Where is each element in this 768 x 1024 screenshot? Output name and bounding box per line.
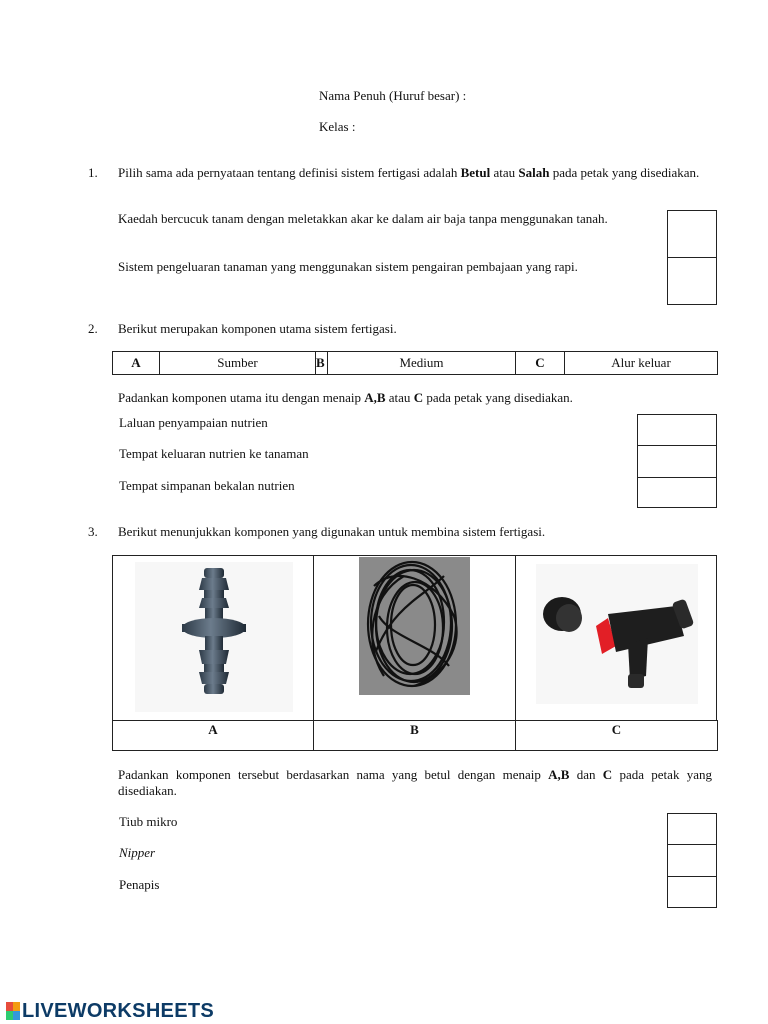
- q3-prompt: Berikut menunjukkan komponen yang digunakan untuk membina sistem fertigasi.: [118, 524, 546, 539]
- component-label-sumber: Sumber: [160, 352, 316, 375]
- liveworksheets-logo[interactable]: [6, 1000, 214, 1022]
- q2-instruction: Padankan komponen utama itu dengan menaip A,B atau C pada petak yang disediakan.: [118, 390, 573, 405]
- q1-number: 1.: [88, 165, 98, 180]
- q2-item-2: Tempat keluaran nutrien ke tanaman: [119, 446, 309, 461]
- image-label-a: A: [113, 721, 314, 751]
- logo-square-2: [13, 1002, 20, 1011]
- q3-item-1: Tiub mikro: [119, 814, 178, 829]
- micro-tube-connector-image: [113, 556, 313, 720]
- liveworksheets-brand-text: LIVEWORKSHEETS: [22, 999, 214, 1022]
- component-letter-a: A: [113, 352, 160, 375]
- q1-answer-box-2[interactable]: [667, 257, 717, 305]
- logo-square-4: [13, 1011, 20, 1020]
- q1-answer-box-1[interactable]: [667, 210, 717, 258]
- q3-item-3: Penapis: [119, 877, 160, 892]
- image-cell-a: [112, 555, 314, 721]
- class-label: Kelas :: [319, 119, 356, 134]
- q3-answer-box-1[interactable]: [667, 813, 717, 845]
- q3-instruction: Padankan komponen tersebut berdasarkan nama yang betul dengan menaip A,B dan C pada petak yang disediakan.: [118, 767, 712, 798]
- logo-square-3: [6, 1011, 13, 1020]
- image-cell-c: [515, 555, 717, 721]
- q2-answer-box-1[interactable]: [637, 414, 717, 446]
- q3-answer-box-3[interactable]: [667, 876, 717, 908]
- logo-square-1: [6, 1002, 13, 1011]
- component-letter-c: C: [516, 352, 565, 375]
- q2-answer-box-3[interactable]: [637, 477, 717, 508]
- q1-prompt: Pilih sama ada pernyataan tentang definisi sistem fertigasi adalah Betul atau Salah pada petak yang disediakan.: [118, 165, 700, 180]
- image-label-row: [112, 720, 718, 751]
- q2-answer-box-2[interactable]: [637, 445, 717, 478]
- q2-item-1: Laluan penyampaian nutrien: [119, 415, 268, 430]
- component-letter-b: B: [316, 352, 328, 375]
- image-cell-b: [313, 555, 516, 721]
- q3-answer-box-2[interactable]: [667, 844, 717, 877]
- image-label-c: C: [516, 721, 718, 751]
- q1-statement-1: Kaedah bercucuk tanam dengan meletakkan akar ke dalam air baja tanpa menggunakan tanah.: [118, 211, 608, 226]
- name-label: Nama Penuh (Huruf besar) :: [319, 88, 467, 103]
- q2-prompt: Berikut merupakan komponen utama sistem fertigasi.: [118, 321, 397, 336]
- q2-item-3: Tempat simpanan bekalan nutrien: [119, 478, 295, 493]
- components-table: [112, 351, 718, 375]
- micro-tubing-coil-image: [314, 556, 515, 720]
- image-label-b: B: [314, 721, 516, 751]
- component-label-alur-keluar: Alur keluar: [565, 352, 718, 375]
- q2-number: 2.: [88, 321, 98, 336]
- component-label-medium: Medium: [328, 352, 516, 375]
- q1-statement-2: Sistem pengeluaran tanaman yang menggunakan sistem pengairan pembajaan yang rapi.: [118, 259, 578, 274]
- liveworksheets-logo-icon: [6, 1002, 20, 1020]
- q3-item-2: Nipper: [119, 845, 156, 860]
- q3-number: 3.: [88, 524, 98, 539]
- filter-image: [516, 556, 716, 720]
